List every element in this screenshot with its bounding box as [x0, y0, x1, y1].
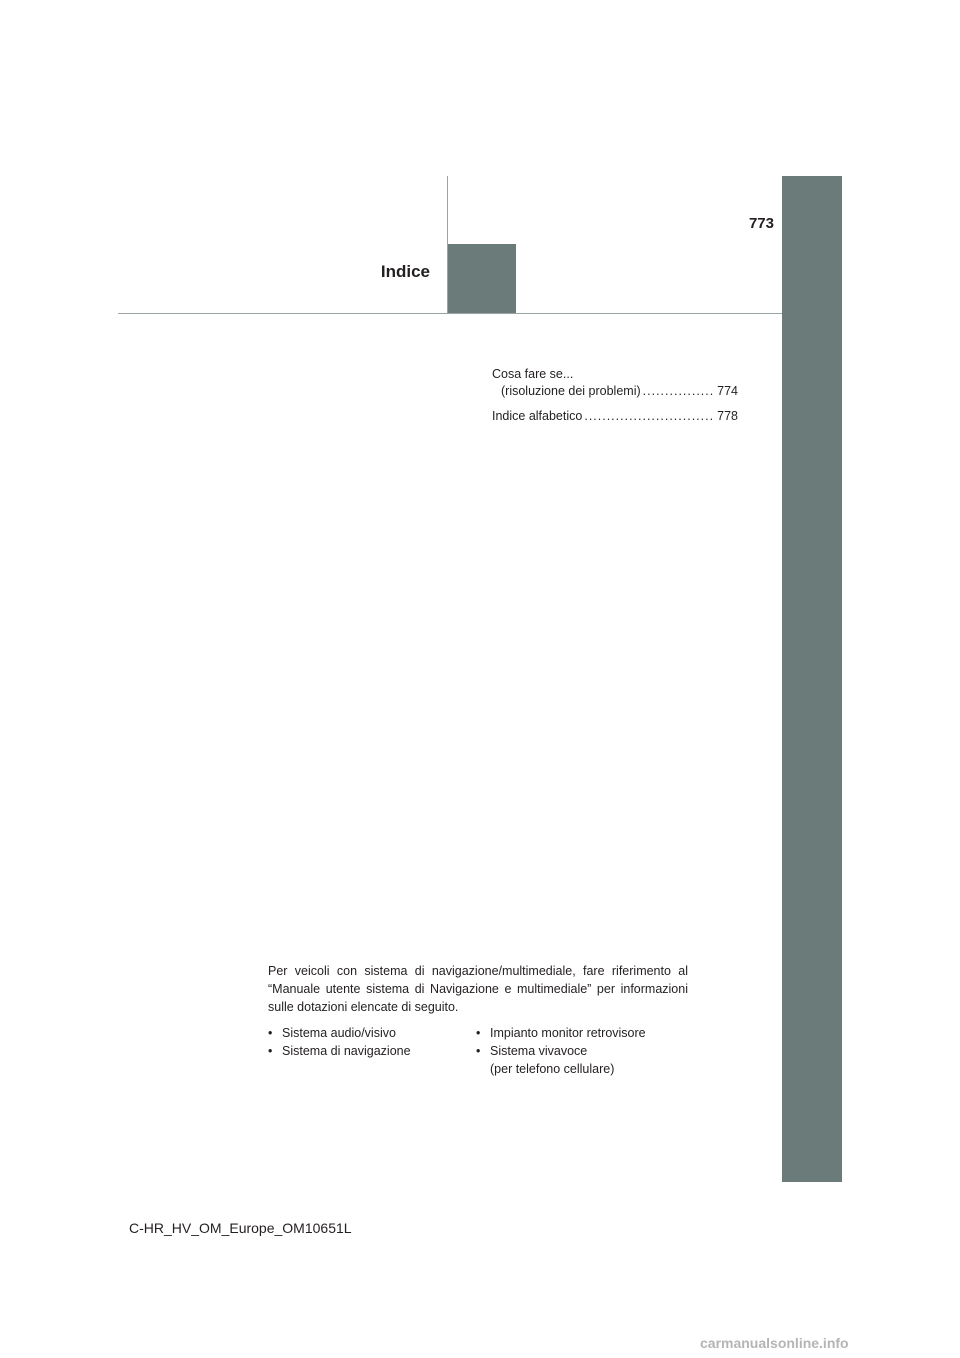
- toc-entry[interactable]: [492, 383, 738, 400]
- list-item: [268, 1024, 468, 1042]
- header-horizontal-rule: [118, 313, 782, 314]
- toc-entry-title: Indice alfabetico: [492, 409, 583, 423]
- bullet-icon: •: [268, 1026, 273, 1040]
- toc-entry[interactable]: [492, 408, 738, 425]
- document-code: C-HR_HV_OM_Europe_OM10651L: [129, 1220, 352, 1236]
- bullet-list-right: [476, 1024, 716, 1078]
- bullet-icon: •: [268, 1044, 273, 1058]
- bullet-icon: •: [476, 1026, 481, 1040]
- list-item-label: Sistema di navigazione: [282, 1044, 411, 1058]
- navigation-note: Per veicoli con sistema di navigazione/multimediale, fare riferimento al “Manuale utente sistema di Navigazione e multimediale” per informazioni sulle dotazioni elencate di seguito.: [268, 964, 688, 1014]
- list-item: [476, 1042, 716, 1060]
- toc-entry-page: 774: [717, 384, 738, 398]
- watermark: carmanualsonline.info: [700, 1335, 849, 1351]
- page-number: 773: [748, 215, 774, 232]
- section-title: Indice: [380, 262, 430, 281]
- header-tab-block: [448, 244, 516, 314]
- list-item: [476, 1024, 716, 1042]
- list-item-label: Sistema vivavoce: [490, 1044, 588, 1058]
- bullet-icon: •: [476, 1044, 481, 1058]
- toc-leader-dots: [584, 408, 715, 425]
- side-thumb-tab: [782, 176, 842, 1182]
- list-item: [268, 1042, 468, 1060]
- list-item-label: Sistema audio/visivo: [282, 1026, 396, 1040]
- toc-entry-line: Cosa fare se...: [492, 367, 574, 381]
- toc-leader-dots: [643, 383, 715, 400]
- bullet-list-left: [268, 1024, 468, 1060]
- list-item-continuation: (per telefono cellulare): [490, 1062, 615, 1076]
- toc-entry-page: 778: [717, 409, 738, 423]
- toc-entry-title: (risoluzione dei problemi): [501, 384, 641, 398]
- list-item-label: Impianto monitor retrovisore: [490, 1026, 646, 1040]
- table-of-contents: [492, 366, 738, 425]
